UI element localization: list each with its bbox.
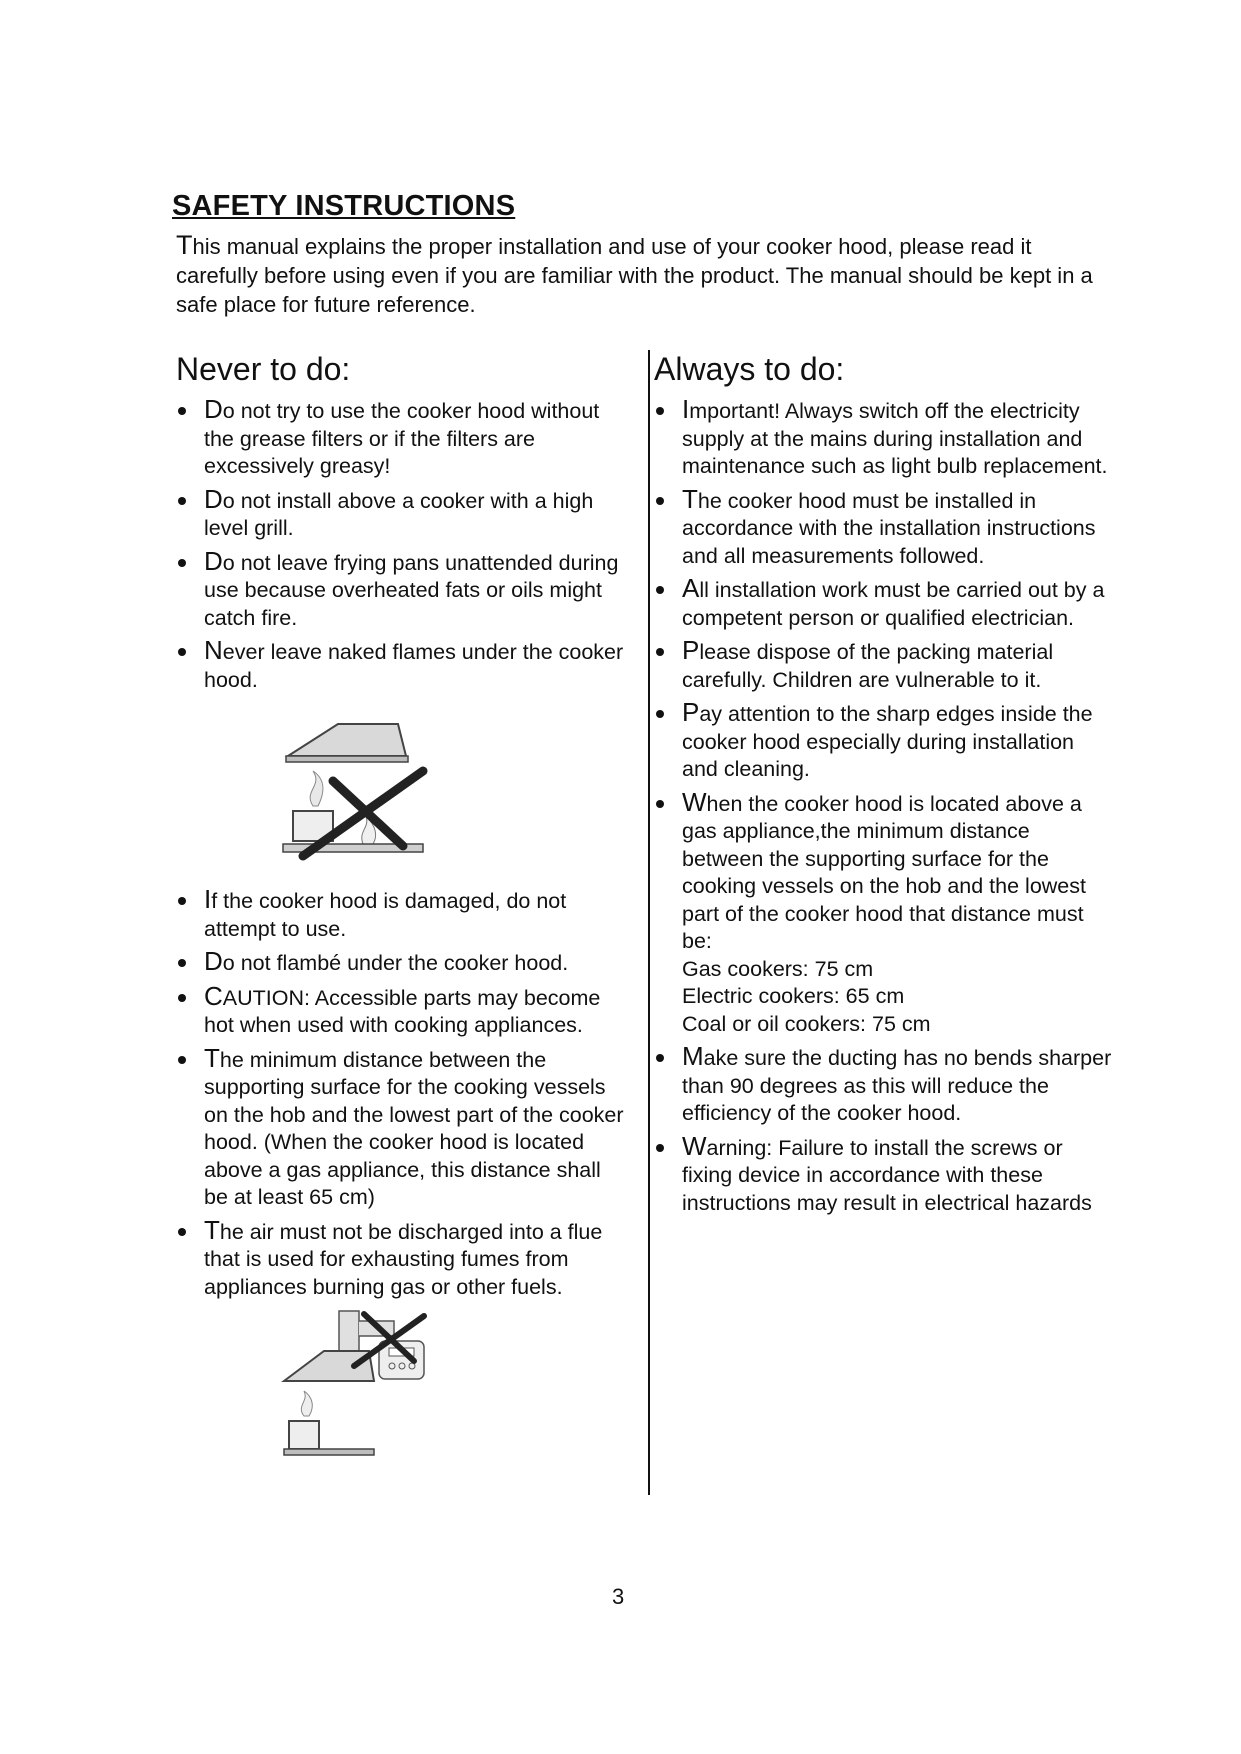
distance-gas: Gas cookers: 75 cm: [682, 956, 874, 981]
list-item: Important! Always switch off the electricity supply at the mains during installation and maintenance such as light bulb replacement.: [654, 396, 1114, 481]
list-item: The cooker hood must be installed in accordance with the installation instructions and all measurements followed.: [654, 486, 1114, 571]
list-item: Do not flambé under the cooker hood.: [176, 948, 626, 978]
no-shared-flue-illustration: [274, 1306, 449, 1466]
list-item: Do not install above a cooker with a high level grill.: [176, 486, 626, 543]
page-number: 3: [612, 1584, 625, 1609]
list-item: Never leave naked flames under the cooker hood.: [176, 637, 626, 694]
never-list-top: [176, 396, 626, 694]
list-item: Do not try to use the cooker hood without the grease filters or if the filters are excessively greasy!: [176, 396, 626, 481]
intro-paragraph: [176, 231, 1096, 319]
never-heading: Never to do:: [176, 351, 351, 387]
column-divider: [648, 350, 650, 1495]
list-item: CAUTION: Accessible parts may become hot when used with cooking appliances.: [176, 983, 626, 1040]
list-item: The air must not be discharged into a flue that is used for exhausting fumes from appliances burning gas or other fuels.: [176, 1217, 626, 1302]
list-item: Make sure the ducting has no bends sharper than 90 degrees as this will reduce the efficiency of the cooker hood.: [654, 1043, 1114, 1128]
intro-first-letter: T: [176, 230, 193, 260]
list-item: Please dispose of the packing material carefully. Children are vulnerable to it.: [654, 637, 1114, 694]
list-item: Pay attention to the sharp edges inside the cooker hood especially during installation and cleaning.: [654, 699, 1114, 784]
never-list-bottom: [176, 886, 626, 1301]
list-item: When the cooker hood is located above a gas appliance,the minimum distance between the supporting surface for the cooking vessels on the hob and the lowest part of the cooker hood that distance must be: Gas cookers: 75 cm Electric cookers: 65 cm Coal or oil cookers: 75 cm: [654, 789, 1114, 1039]
always-heading: Always to do:: [654, 351, 845, 387]
intro-text: his manual explains the proper installation and use of your cooker hood, please read it carefully before using even if you are familiar with the product. The manual should be kept in a safe place for future reference.: [176, 234, 1093, 317]
never-column: [176, 350, 626, 1466]
list-item: If the cooker hood is damaged, do not attempt to use.: [176, 886, 626, 943]
list-item: All installation work must be carried out by a competent person or qualified electrician.: [654, 575, 1114, 632]
distance-electric: Electric cookers: 65 cm: [682, 984, 905, 1008]
page-title: SAFETY INSTRUCTIONS: [172, 190, 516, 222]
distance-coal-oil: Coal or oil cookers: 75 cm: [682, 1011, 931, 1036]
list-item: Do not leave frying pans unattended during use because overheated fats or oils might catch fire.: [176, 548, 626, 633]
always-list: [654, 396, 1114, 1217]
always-column: [654, 350, 1114, 1222]
list-item: The minimum distance between the supporting surface for the cooking vessels on the hob and the lowest part of the cooker hood. (When the cooker hood is located above a gas appliance, this distance shall be at least 65 cm): [176, 1045, 626, 1212]
list-item: Warning: Failure to install the screws or fixing device in accordance with these instructions may result in electrical hazards: [654, 1133, 1114, 1218]
no-flames-illustration: [278, 716, 453, 866]
